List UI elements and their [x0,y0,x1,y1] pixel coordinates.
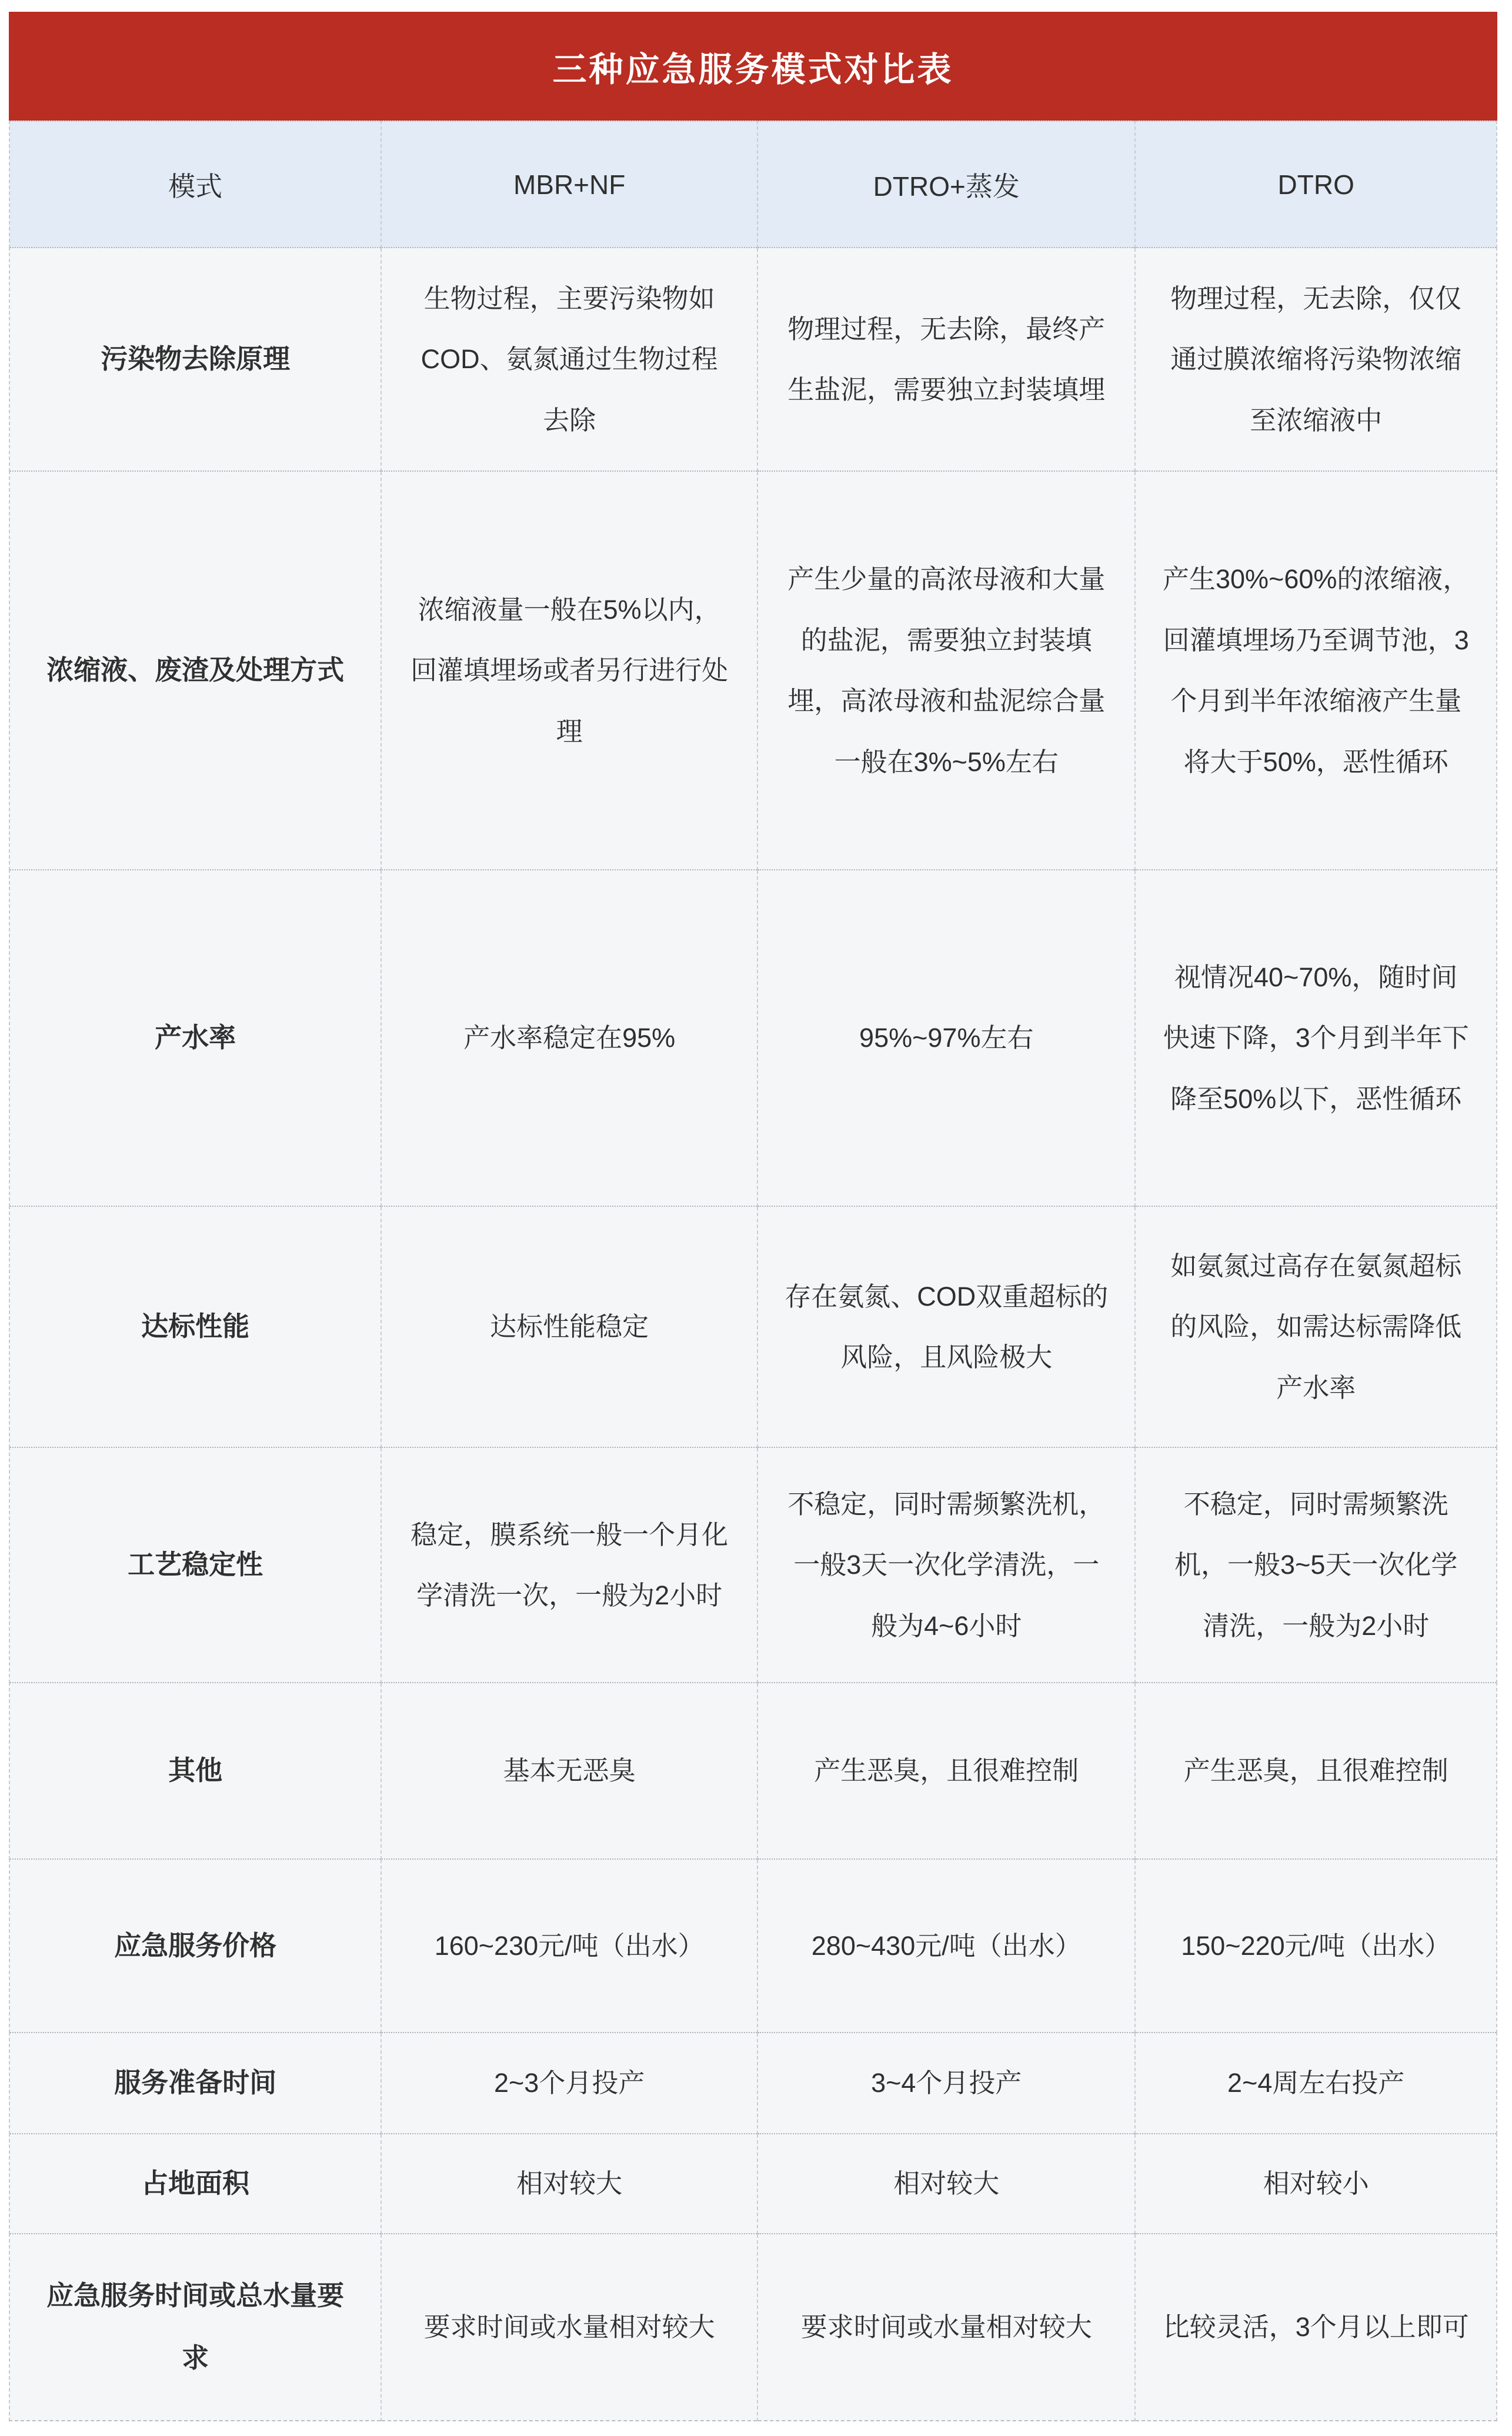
cell: 2~4周左右投产 [1135,2033,1497,2134]
cell: 相对较小 [1135,2134,1497,2234]
cell: 要求时间或水量相对较大 [757,2234,1135,2421]
column-header-mode: 模式 [168,171,223,202]
cell: 不稳定，同时需频繁洗机，一般3天一次化学清洗，一般为4~6小时 [757,1447,1135,1683]
row-label: 服务准备时间 [114,2067,277,2098]
row-label: 达标性能 [141,1311,250,1342]
column-header-mbr-nf: MBR+NF [381,121,757,248]
table-row [9,2033,1497,2134]
row-label: 占地面积 [141,2168,250,2199]
cell: 生物过程，主要污染物如COD、氨氮通过生物过程去除 [381,248,757,471]
table-row [9,2234,1497,2421]
cell: 如氨氮过高存在氨氮超标的风险，如需达标需降低产水率 [1135,1206,1497,1447]
cell: 存在氨氮、COD双重超标的风险，且风险极大 [757,1206,1135,1447]
table-row [9,1683,1497,1859]
cell: 视情况40~70%，随时间快速下降，3个月到半年下降至50%以下，恶性循环 [1135,870,1497,1206]
cell: 相对较大 [381,2134,757,2234]
cell: 150~220元/吨（出水） [1135,1859,1497,2033]
cell: 280~430元/吨（出水） [757,1859,1135,2033]
cell: 95%~97%左右 [757,870,1135,1206]
column-header-dtro-evaporation: DTRO+蒸发 [757,121,1135,248]
table-row [9,1859,1497,2033]
table-row [9,2134,1497,2234]
column-header-row [9,121,1497,248]
table-row [9,471,1497,870]
row-label: 应急服务价格 [114,1930,277,1961]
row-label: 应急服务时间或总水量要求 [46,2280,345,2373]
cell: 产水率稳定在95% [381,870,757,1206]
column-header-dtro: DTRO [1135,121,1497,248]
table-title-bar [9,12,1497,121]
row-label: 污染物去除原理 [101,343,291,375]
cell: 基本无恶臭 [381,1683,757,1859]
table-row [9,248,1497,471]
cell: 3~4个月投产 [757,2033,1135,2134]
cell: 达标性能稳定 [381,1206,757,1447]
cell: 比较灵活，3个月以上即可 [1135,2234,1497,2421]
cell: 2~3个月投产 [381,2033,757,2134]
cell: 物理过程，无去除，仅仅通过膜浓缩将污染物浓缩至浓缩液中 [1135,248,1497,471]
cell: 相对较大 [757,2134,1135,2234]
cell: 产生恶臭，且很难控制 [757,1683,1135,1859]
table-title: 三种应急服务模式对比表 [552,50,954,89]
cell: 产生恶臭，且很难控制 [1135,1683,1497,1859]
comparison-table-card [9,12,1497,2418]
cell: 物理过程，无去除，最终产生盐泥，需要独立封装填埋 [757,248,1135,471]
table-row [9,1206,1497,1447]
row-label: 浓缩液、废渣及处理方式 [46,655,345,686]
cell: 不稳定，同时需频繁洗机，一般3~5天一次化学清洗，一般为2小时 [1135,1447,1497,1683]
cell: 要求时间或水量相对较大 [381,2234,757,2421]
row-label: 产水率 [155,1022,236,1053]
cell: 稳定，膜系统一般一个月化学清洗一次，一般为2小时 [381,1447,757,1683]
row-label: 其他 [168,1755,223,1786]
table-row [9,1447,1497,1683]
cell: 浓缩液量一般在5%以内，回灌填埋场或者另行进行处理 [381,471,757,870]
table-row [9,870,1497,1206]
comparison-table [9,121,1497,2421]
cell: 产生少量的高浓母液和大量的盐泥，需要独立封装填埋，高浓母液和盐泥综合量一般在3%~5%左右 [757,471,1135,870]
row-label: 工艺稳定性 [128,1549,263,1580]
cell: 产生30%~60%的浓缩液，回灌填埋场乃至调节池，3个月到半年浓缩液产生量将大于50%，恶性循环 [1135,471,1497,870]
cell: 160~230元/吨（出水） [381,1859,757,2033]
